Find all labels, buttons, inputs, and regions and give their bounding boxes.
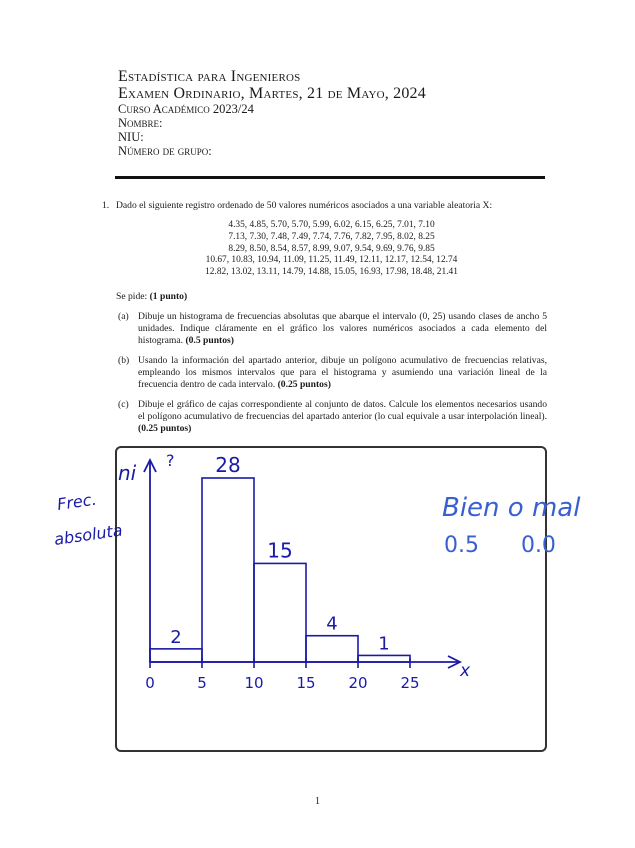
data-row: 4.35, 4.85, 5.70, 5.70, 5.99, 6.02, 6.15, 6.25, 7.01, 7.10	[228, 220, 435, 230]
item-label: (c)	[118, 398, 129, 410]
bar-value-label: 1	[378, 633, 390, 655]
data-row: 7.13, 7.30, 7.48, 7.49, 7.74, 7.76, 7.82, 7.95, 8.02, 8.25	[228, 231, 435, 242]
data-row: 8.29, 8.50, 8.54, 8.57, 8.99, 9.07, 9.54, 9.69, 9.76, 9.85	[228, 243, 435, 254]
x-tick-label: 25	[400, 674, 420, 692]
histogram-bar	[150, 649, 202, 662]
x-tick-labels	[145, 658, 419, 692]
left-note-line-1: Frec.	[55, 489, 98, 514]
bar-value-label: 15	[267, 538, 293, 563]
question-statement: Dado el siguiente registro ordenado de 50 valores numéricos asociados a una variable aleatoria X:	[116, 200, 493, 211]
x-tick-label: 10	[244, 674, 264, 692]
exam-title: Examen Ordinario, Martes, 21 de Mayo, 2024	[118, 85, 426, 102]
item-points: (0.5 puntos)	[185, 334, 234, 346]
data-row: 10.67, 10.83, 10.94, 11.09, 11.25, 11.49, 12.11, 12.17, 12.54, 12.74	[205, 255, 458, 266]
academic-year: Curso Académico 2023/24	[118, 102, 254, 116]
item-text: Dibuje un histograma de frecuencias absolutas que abarque el intervalo (0, 25) usando clases de ancho 5 unidades. Indique cláramente en el gráfico los valores numéricos asociados a cada elemento del histograma.	[138, 310, 547, 346]
x-tick-label: 15	[296, 674, 316, 692]
x-tick-label: 0	[145, 674, 155, 692]
item-points: (0.25 puntos)	[138, 422, 192, 434]
histogram-bars	[150, 478, 410, 662]
item-text: Usando la información del apartado anterior, dibuje un polígono acumulativo de frecuencias relativas, empleando los mismos intervalos que para el histograma y asumiendo una variación lineal de la frecuencia dentro de cada intervalo.	[138, 354, 547, 390]
grade-note-line-1: Bien o mal	[442, 493, 581, 523]
histogram-bar	[306, 636, 358, 662]
x-tick-label: 5	[197, 674, 207, 692]
bar-value-labels	[170, 453, 389, 654]
grade-note-line-2: 0.5 0.0	[444, 533, 556, 558]
left-note-line-2: absoluta	[52, 520, 124, 549]
se-pide-points: (1 punto)	[149, 290, 188, 302]
item-text: Dibuje el gráfico de cajas correspondiente al conjunto de datos. Calcule los elementos necesarios usando el polígono acumulativo de frecuencias del apartado anterior (lo cual equivale a usar interpolación lineal).	[138, 398, 547, 422]
bar-value-label: 4	[326, 613, 338, 635]
x-axis-label: x	[460, 661, 471, 681]
data-row: 12.82, 13.02, 13.11, 14.79, 14.88, 15.05, 16.93, 17.98, 18.48, 21.41	[205, 267, 458, 278]
histogram-bar	[254, 563, 306, 662]
page-number: 1	[315, 796, 320, 807]
item-label: (a)	[118, 310, 129, 322]
item-label: (b)	[118, 354, 130, 366]
bar-value-label: 2	[170, 626, 182, 648]
name-label: Nombre:	[118, 116, 163, 130]
item-points: (0.25 puntos)	[277, 378, 331, 390]
y-axis-note: ?	[166, 451, 175, 470]
bar-value-label: 28	[215, 453, 241, 477]
x-tick-label: 20	[348, 674, 368, 692]
histogram-bar	[202, 478, 254, 662]
histogram-bar	[358, 655, 410, 662]
niu-label: NIU:	[118, 130, 144, 144]
se-pide-label: Se pide:	[116, 290, 148, 302]
course-title: Estadística para Ingenieros	[118, 68, 301, 85]
question-number: 1.	[102, 200, 110, 211]
group-label: Número de grupo:	[118, 144, 212, 158]
y-axis-label: ni	[118, 461, 137, 485]
